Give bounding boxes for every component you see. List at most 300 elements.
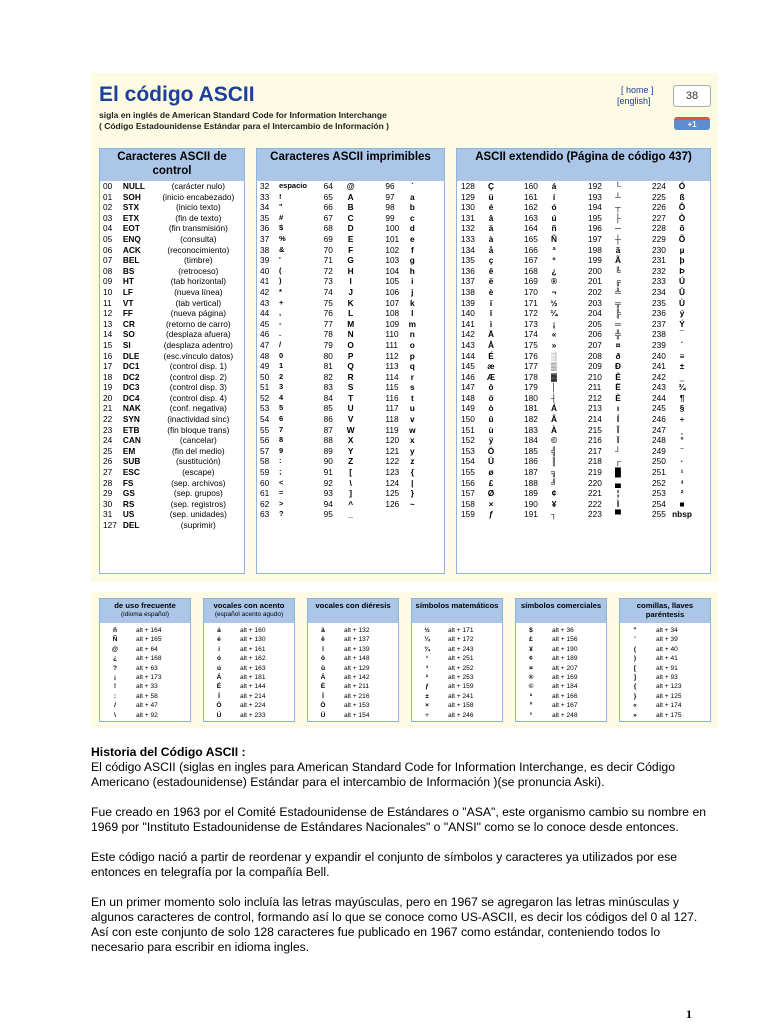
- char-code: 232: [652, 265, 666, 276]
- char-row: [321, 298, 383, 309]
- char-code: 42: [260, 286, 270, 297]
- alt-code-row: [204, 645, 294, 654]
- char-row: [321, 255, 383, 266]
- char-row: [257, 372, 321, 383]
- char-glyph: S: [347, 382, 354, 393]
- alt-code-row: [308, 626, 398, 635]
- char-code: 99: [385, 212, 395, 223]
- char-glyph: ┼: [615, 233, 621, 244]
- share-counter: 38: [673, 85, 711, 107]
- code-abbrev: STX: [122, 202, 139, 213]
- char-row: [584, 467, 648, 478]
- alt-code-row: [100, 654, 190, 663]
- extended-column-4: [648, 181, 710, 520]
- char-code: 193: [588, 191, 602, 202]
- code-number: 04: [103, 223, 113, 234]
- char-row: [321, 319, 383, 330]
- control-row: [100, 414, 244, 425]
- char-row: [520, 499, 584, 510]
- char-row: [520, 276, 584, 287]
- char-glyph: @: [346, 181, 355, 191]
- char-code: 132: [461, 223, 475, 234]
- char-glyph: ): [279, 276, 282, 286]
- alt-keystroke: alt + 169: [552, 673, 578, 681]
- char-code: 35: [260, 212, 270, 223]
- control-row: [100, 509, 244, 520]
- char-row: [584, 266, 648, 277]
- char-row: [257, 234, 321, 245]
- char-code: 95: [323, 509, 333, 520]
- char-row: [382, 329, 444, 340]
- alt-keystroke: alt + 123: [656, 683, 682, 691]
- english-link[interactable]: [english]: [617, 96, 651, 106]
- alt-code-row: [100, 645, 190, 654]
- char-code: 219: [588, 467, 602, 478]
- char-glyph: T: [348, 392, 354, 403]
- char-row: [257, 245, 321, 256]
- code-description: (conf. negativa): [169, 403, 227, 414]
- alt-table-subtitle: (español acento agudo): [214, 611, 284, 618]
- code-description: (desplaza afuera): [166, 329, 231, 340]
- char-row: [257, 351, 321, 362]
- alt-code-table: [619, 598, 711, 722]
- char-row: [520, 488, 584, 499]
- char-glyph: r: [410, 371, 414, 382]
- char-row: [648, 245, 710, 256]
- alt-symbol: ª: [529, 692, 533, 700]
- control-row: [100, 181, 244, 192]
- char-code: 245: [652, 403, 666, 414]
- char-code: 202: [588, 286, 602, 297]
- char-row: [382, 276, 444, 287]
- alt-symbol: ³: [425, 664, 429, 672]
- char-row: [321, 509, 383, 520]
- char-row: [321, 340, 383, 351]
- char-glyph: ╚: [615, 265, 621, 276]
- alt-symbol: º: [529, 702, 533, 710]
- char-row: [584, 393, 648, 404]
- alt-code-row: [516, 635, 606, 644]
- char-code: 237: [652, 318, 666, 329]
- char-code: 242: [652, 371, 666, 382]
- alt-keystroke: alt + 40: [656, 645, 678, 653]
- char-code: 38: [260, 244, 270, 255]
- char-code: 102: [385, 244, 400, 255]
- char-code: 253: [652, 488, 666, 499]
- alt-codes-section: [91, 592, 718, 728]
- char-code: 166: [524, 244, 538, 255]
- extended-column-2: [520, 181, 584, 520]
- char-code: 197: [588, 233, 602, 244]
- alt-code-row: [308, 635, 398, 644]
- alt-code-row: [100, 692, 190, 701]
- char-row: [457, 414, 520, 425]
- char-row: [382, 181, 444, 192]
- char-code: 248: [652, 435, 666, 446]
- alt-code-row: [412, 711, 502, 720]
- char-glyph: Q: [347, 361, 354, 372]
- char-code: 175: [524, 339, 538, 350]
- alt-code-row: [516, 626, 606, 635]
- char-code: 113: [385, 361, 399, 372]
- plus-one-button[interactable]: +1: [674, 117, 710, 130]
- char-code: 247: [652, 424, 666, 435]
- char-code: 138: [461, 286, 475, 297]
- alt-keystroke: alt + 181: [240, 673, 266, 681]
- alt-table-title: [100, 599, 190, 623]
- alt-keystroke: alt + 174: [656, 702, 682, 710]
- char-glyph: R: [347, 371, 354, 382]
- alt-symbol: ©: [528, 683, 534, 691]
- char-row: [257, 329, 321, 340]
- char-code: 64: [323, 181, 333, 191]
- char-glyph: x: [410, 435, 415, 446]
- char-row: [584, 319, 648, 330]
- char-glyph: ┬: [615, 202, 621, 213]
- char-glyph: p: [409, 350, 415, 361]
- char-row: [584, 287, 648, 298]
- char-glyph: ý: [679, 308, 685, 319]
- char-code: 156: [461, 477, 475, 488]
- char-code: 157: [461, 488, 475, 499]
- control-row: [100, 446, 244, 457]
- alt-keystroke: alt + 142: [344, 673, 370, 681]
- alt-table-title-text: vocales con diéresis: [315, 601, 391, 610]
- chart-subtitle-spanish: ( Código Estadounidense Estándar para el Intercambio de Información ): [99, 121, 389, 131]
- char-glyph: f: [410, 244, 414, 255]
- char-code: 158: [461, 498, 475, 509]
- char-glyph: ¨: [680, 445, 684, 456]
- control-row: [100, 488, 244, 499]
- char-row: [584, 499, 648, 510]
- char-glyph: %: [279, 233, 286, 243]
- char-code: 72: [323, 265, 333, 276]
- char-glyph: 0: [279, 350, 284, 360]
- char-code: 61: [260, 488, 270, 499]
- char-glyph: ': [279, 255, 281, 265]
- char-code: 65: [323, 191, 333, 202]
- char-row: [457, 181, 520, 192]
- char-code: 216: [588, 435, 602, 446]
- alt-symbol: Ï: [322, 692, 324, 700]
- char-row: [382, 234, 444, 245]
- alt-keystroke: alt + 162: [240, 655, 266, 663]
- char-code: 235: [652, 297, 666, 308]
- char-glyph: ¢: [551, 488, 557, 499]
- char-glyph: _: [348, 509, 353, 520]
- char-glyph: Ã: [615, 255, 621, 266]
- char-code: 39: [260, 255, 270, 266]
- char-row: [457, 478, 520, 489]
- char-glyph: ^: [348, 498, 354, 509]
- char-row: [457, 425, 520, 436]
- code-abbrev: CR: [122, 318, 135, 329]
- char-glyph: {: [410, 467, 414, 478]
- char-glyph: ê: [488, 265, 494, 276]
- alt-keystroke: alt + 253: [448, 673, 474, 681]
- article-paragraph: Fue creado en 1963 por el Comité Estadounidense de Estándares o "ASA", este organismo cambio su nombre en 1969 por "Instituto Estadounidense de Estándares Nacionales" o "ANSI" como se lo conoce desde entonces.: [91, 805, 707, 834]
- char-code: 114: [385, 371, 399, 382]
- char-code: 255: [652, 509, 666, 520]
- char-code: 125: [385, 488, 400, 499]
- code-description: (escape): [182, 467, 215, 478]
- alt-code-row: [100, 664, 190, 673]
- char-code: 131: [461, 212, 475, 223]
- char-row: [257, 255, 321, 266]
- char-code: 160: [524, 181, 538, 191]
- code-description: (tab horizontal): [170, 276, 226, 287]
- code-abbrev: BEL: [122, 255, 140, 266]
- extended-table-body: [457, 181, 710, 520]
- control-row: [100, 435, 244, 446]
- char-glyph: É: [488, 350, 494, 361]
- code-number: 22: [103, 414, 113, 425]
- char-glyph: ó: [551, 202, 557, 213]
- char-row: [382, 393, 444, 404]
- char-glyph: 8: [279, 435, 284, 445]
- char-row: [257, 361, 321, 372]
- char-row: [257, 276, 321, 287]
- printable-column-2: [321, 181, 383, 520]
- char-glyph: 5: [279, 403, 284, 413]
- char-code: 152: [461, 435, 475, 446]
- char-code: 47: [260, 339, 270, 350]
- char-row: [257, 181, 321, 192]
- char-code: 67: [323, 212, 333, 223]
- code-abbrev: FS: [122, 477, 134, 488]
- code-description: (sep. unidades): [169, 509, 227, 520]
- control-row: [100, 478, 244, 489]
- char-glyph: ═: [615, 318, 621, 329]
- char-row: [648, 308, 710, 319]
- alt-code-table: [99, 598, 191, 722]
- char-row: [382, 382, 444, 393]
- char-row: [520, 319, 584, 330]
- alt-keystroke: alt + 139: [344, 645, 370, 653]
- char-glyph: 6: [279, 414, 284, 424]
- char-row: [382, 425, 444, 436]
- char-code: 223: [588, 509, 602, 520]
- char-row: [520, 223, 584, 234]
- char-row: [520, 192, 584, 203]
- char-row: [257, 478, 321, 489]
- char-glyph: J: [348, 286, 353, 297]
- control-chars-table: [99, 148, 245, 574]
- char-code: 70: [323, 244, 333, 255]
- alt-symbol: «: [633, 702, 637, 710]
- char-code: 36: [260, 223, 270, 234]
- char-glyph: ¾: [678, 382, 686, 393]
- alt-symbol: É: [216, 683, 222, 691]
- char-row: [457, 435, 520, 446]
- alt-symbol: ½: [424, 627, 430, 634]
- char-code: 254: [652, 498, 666, 509]
- code-number: 19: [103, 382, 113, 393]
- control-row: [100, 287, 244, 298]
- char-glyph: N: [347, 329, 354, 340]
- char-glyph: ╬: [615, 329, 621, 340]
- alt-symbol: í: [218, 645, 220, 653]
- control-row: [100, 319, 244, 330]
- alt-code-row: [620, 635, 710, 644]
- extended-chars-table: [456, 148, 711, 574]
- char-code: 71: [323, 255, 333, 266]
- control-row: [100, 329, 244, 340]
- char-code: 133: [461, 233, 475, 244]
- code-abbrev: VT: [122, 297, 134, 308]
- char-row: [520, 446, 584, 457]
- char-row: [257, 192, 321, 203]
- control-table-title: Caracteres ASCII de control: [100, 149, 244, 181]
- char-code: 89: [323, 445, 333, 456]
- char-row: [321, 372, 383, 383]
- char-glyph: nbsp: [672, 509, 692, 520]
- char-glyph: ╝: [551, 477, 557, 488]
- alt-keystroke: alt + 161: [240, 645, 266, 653]
- char-row: [321, 202, 383, 213]
- char-row: [257, 435, 321, 446]
- char-row: [321, 478, 383, 489]
- code-abbrev: ETB: [122, 424, 140, 435]
- char-glyph: /: [279, 339, 282, 349]
- char-code: 165: [524, 233, 538, 244]
- char-code: 57: [260, 445, 270, 456]
- alt-table-title-text: de uso frecuente: [114, 601, 176, 610]
- char-glyph: Õ: [678, 233, 686, 244]
- code-abbrev: ETX: [122, 212, 139, 223]
- char-glyph: ;: [279, 467, 282, 477]
- alt-symbol: Ä: [320, 673, 326, 681]
- alt-code-row: [100, 682, 190, 691]
- char-glyph: Ê: [615, 371, 621, 382]
- char-row: [457, 499, 520, 510]
- code-number: 08: [103, 265, 113, 276]
- char-row: [321, 456, 383, 467]
- alt-table-body: [100, 623, 190, 720]
- alt-symbol: ': [634, 636, 636, 644]
- char-code: 123: [385, 467, 400, 478]
- char-row: [648, 403, 710, 414]
- char-row: [321, 245, 383, 256]
- char-code: 79: [323, 339, 333, 350]
- char-code: 88: [323, 435, 333, 446]
- char-row: [257, 213, 321, 224]
- char-row: [520, 509, 584, 520]
- char-row: [321, 467, 383, 478]
- char-code: 240: [652, 350, 666, 361]
- char-code: 77: [323, 318, 333, 329]
- alt-code-row: [308, 645, 398, 654]
- char-glyph: i: [411, 276, 414, 287]
- code-abbrev: US: [122, 509, 135, 520]
- char-code: 51: [260, 382, 270, 393]
- char-glyph: æ: [487, 361, 495, 372]
- char-glyph: ¤: [615, 339, 621, 350]
- char-row: [457, 298, 520, 309]
- char-glyph: Ä: [488, 329, 494, 340]
- char-code: 48: [260, 350, 270, 361]
- char-code: 244: [652, 392, 666, 403]
- char-code: 208: [588, 350, 602, 361]
- home-link[interactable]: [ home ]: [621, 85, 654, 95]
- char-glyph: U: [347, 403, 354, 414]
- char-glyph: .: [279, 329, 282, 339]
- char-glyph: ×: [488, 498, 494, 509]
- code-number: 26: [103, 456, 113, 467]
- code-description: (control disp. 1): [169, 361, 227, 372]
- char-code: 225: [652, 191, 666, 202]
- char-row: [457, 255, 520, 266]
- char-code: 83: [323, 382, 333, 393]
- char-code: 239: [652, 339, 666, 350]
- char-row: [257, 319, 321, 330]
- alt-symbol: ¿: [112, 655, 118, 663]
- char-row: [457, 393, 520, 404]
- char-code: 62: [260, 498, 270, 509]
- char-glyph: ø: [488, 467, 494, 478]
- code-description: (sep. archivos): [171, 477, 226, 488]
- char-glyph: ≡: [679, 350, 685, 361]
- char-glyph: °: [680, 435, 684, 446]
- code-description: (esc.vínculo datos): [163, 350, 234, 361]
- char-row: [257, 266, 321, 277]
- alt-code-row: [204, 682, 294, 691]
- char-row: [520, 298, 584, 309]
- char-code: 154: [461, 456, 475, 467]
- char-glyph: d: [409, 223, 415, 234]
- char-row: [648, 456, 710, 467]
- char-row: [457, 223, 520, 234]
- char-row: [648, 488, 710, 499]
- char-glyph: £: [488, 477, 494, 488]
- char-row: [382, 403, 444, 414]
- char-code: 203: [588, 297, 602, 308]
- printable-chars-table: [256, 148, 445, 574]
- alt-symbol: ñ: [112, 627, 118, 634]
- char-code: 58: [260, 456, 270, 467]
- char-code: 163: [524, 212, 538, 223]
- code-number: 30: [103, 498, 113, 509]
- char-code: 143: [461, 339, 475, 350]
- code-description: (control disp. 3): [169, 382, 227, 393]
- char-row: [321, 276, 383, 287]
- char-glyph: ╠: [615, 308, 621, 319]
- char-code: 226: [652, 202, 666, 213]
- alt-keystroke: alt + 211: [344, 683, 369, 691]
- char-glyph: ƒ: [488, 509, 494, 520]
- alt-symbol: [: [633, 664, 637, 672]
- char-glyph: ³: [680, 477, 684, 488]
- char-glyph: ▓: [550, 371, 558, 382]
- alt-keystroke: alt + 216: [344, 692, 370, 700]
- char-row: [520, 245, 584, 256]
- char-row: [321, 192, 383, 203]
- char-row: [321, 403, 383, 414]
- alt-keystroke: alt + 233: [240, 711, 266, 719]
- char-row: [648, 393, 710, 404]
- alt-code-row: [620, 654, 710, 663]
- char-code: 181: [524, 403, 538, 414]
- alt-table-body: [308, 623, 398, 720]
- char-glyph: ┤: [551, 392, 557, 403]
- char-row: [257, 446, 321, 457]
- char-glyph: O: [347, 339, 354, 350]
- alt-code-row: [308, 711, 398, 720]
- char-row: [321, 435, 383, 446]
- alt-code-row: [516, 682, 606, 691]
- char-glyph: ©: [550, 435, 558, 446]
- alt-code-row: [412, 673, 502, 682]
